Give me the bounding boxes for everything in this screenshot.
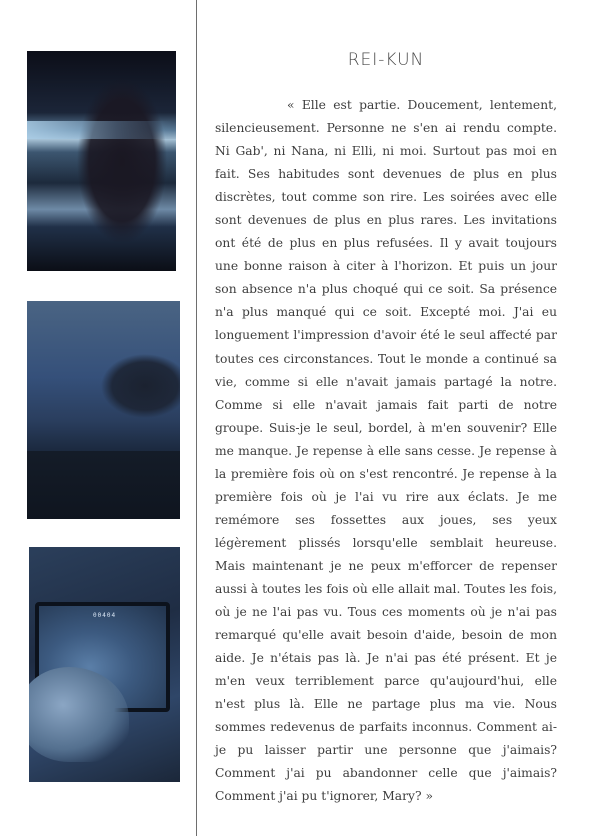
vertical-divider <box>196 0 197 836</box>
photo-camera-screen <box>29 547 180 782</box>
body-paragraph: « Elle est partie. Doucement, lentement, silencieusement. Personne ne s'en ai rendu compte. Ni Gab', ni Nana, ni Elli, ni moi. Surtout pas moi en fait. Ses habitudes sont devenues de plus en plus discrètes, tout comme son rire. Les soirées avec elle sont devenues de plus en plus rares. Les invitations ont été de plus en plus refusées. Il y avait toujours une bonne raison à citer à l'horizon. Et puis un jour son absence n'a plus choqué qui ce soit. Sa présence n'a plus manqué qui ce soit. Excepté moi. J'ai eu longuement l'impression d'avoir été le seul affecté par toutes ces circonstances. Tout le monde a continué sa vie, comme si elle n'avait jamais partagé la notre. Comme si elle n'avait jamais fait parti de notre groupe. Suis-je le seul, bordel, à m'en souvenir? Elle me manque. Je repense à elle sans cesse. Je repense à la première fois où on s'est rencontré. Je repense à la première fois où je l'ai vu rire aux éclats. Je me remémore ses fossettes aux joues, ses yeux légèrement plissés lorsqu'elle semblait heureuse. Mais maintenant je ne peux m'efforcer de repenser aussi à toutes les fois où elle allait mal. Toutes les fois, où je ne l'ai pas vu. Tous ces moments où je n'ai pas remarqué qu'elle avait besoin d'aide, besoin de mon aide. Je n'étais pas là. Je n'ai pas été présent. Et je m'en veux terriblement parce qu'aujourd'hui, elle n'est plus là. Elle ne partage plus ma vie. Nous sommes redevenus de parfaits inconnus. Comment ai-je pu laisser partir une personne que j'aimais? Comment j'ai pu abandonner celle que j'aimais? Comment j'ai pu t'ignorer, Mary? » <box>215 98 557 804</box>
photo-blurred-figure <box>27 51 176 271</box>
photo-girl-lying-down <box>27 301 180 519</box>
page-title: REI-KUN <box>347 50 425 70</box>
camera-readout: 00404 <box>93 612 117 619</box>
